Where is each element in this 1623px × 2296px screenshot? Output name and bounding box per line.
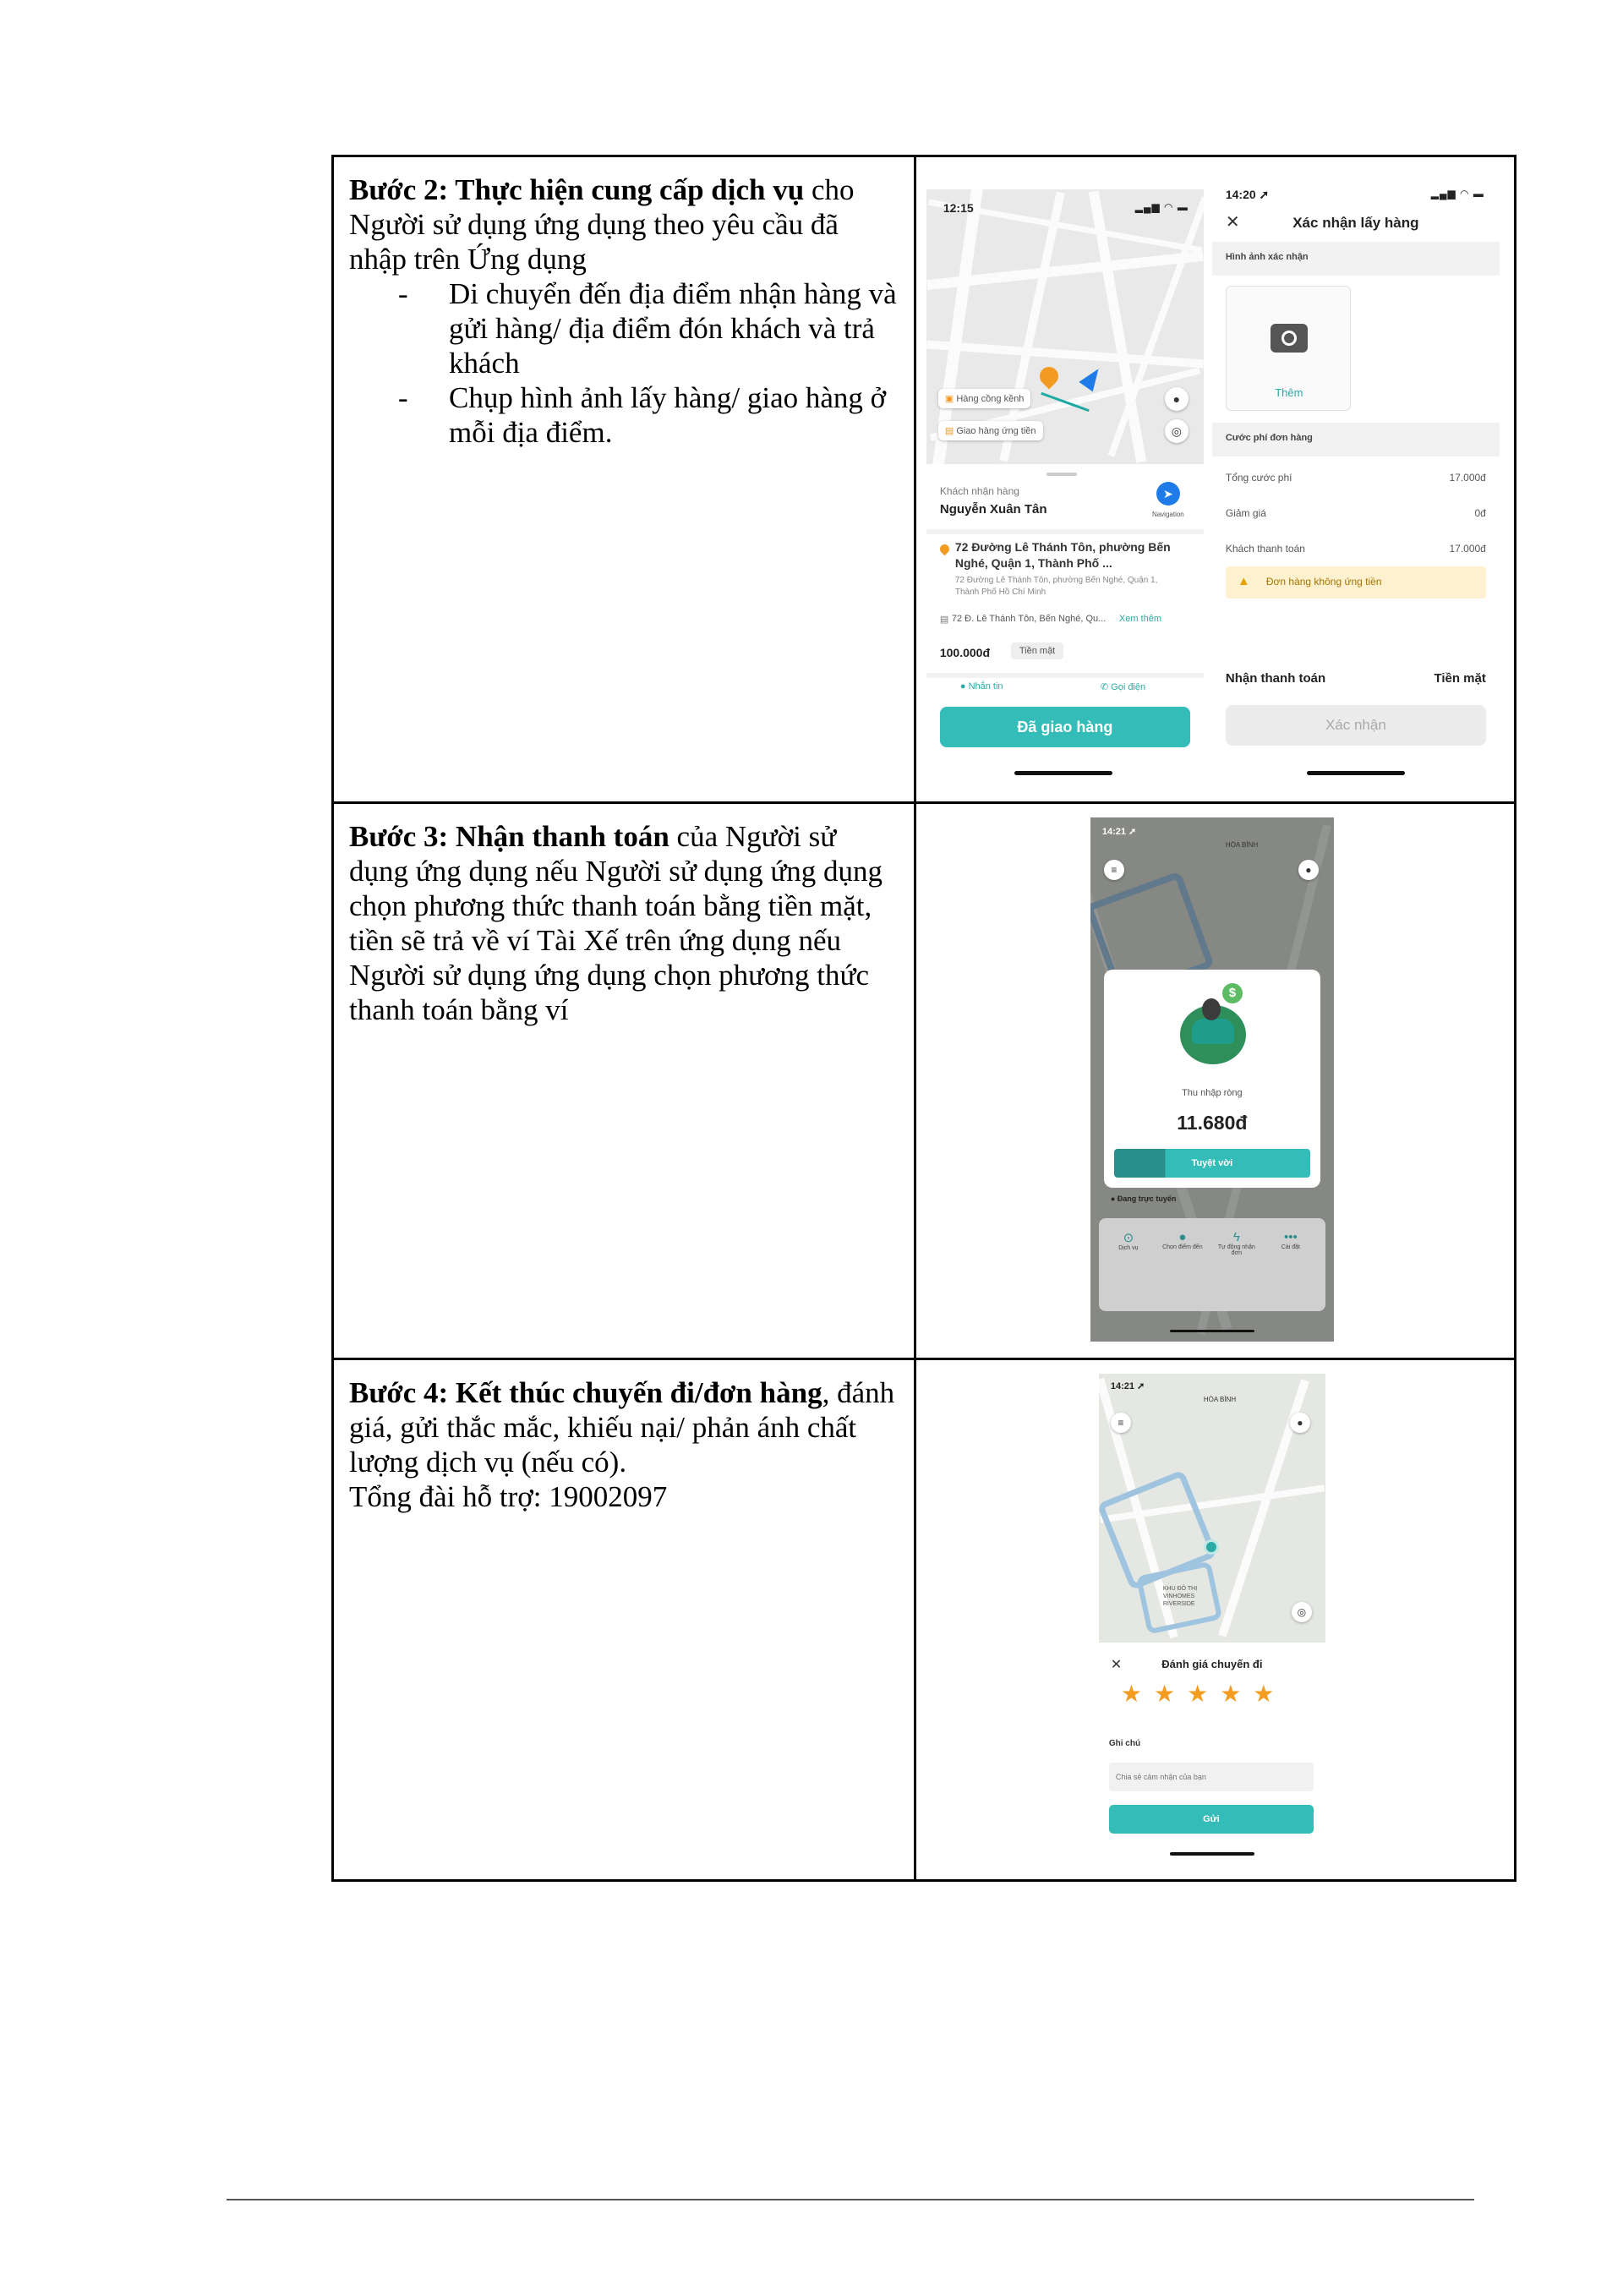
pickup-title: Xác nhận lấy hàng (1292, 215, 1419, 231)
step-2-bullet: - Di chuyển đến địa điểm nhận hàng và gửi hàng/ địa điểm đón khách và trả khách (349, 276, 899, 380)
locate-icon[interactable]: ◎ (1165, 419, 1189, 443)
status-icons: ▂▄▆ ◠ ▬ (1430, 188, 1484, 200)
step-4-paragraph (349, 1375, 899, 1479)
home-indicator (1307, 771, 1405, 775)
navigation-icon: ➤ (1156, 482, 1180, 506)
star-rating[interactable] (1121, 1680, 1307, 1708)
step-4-text: , đánh giá, gửi thắc mắc, khiếu nại/ phản ánh chất lượng dịch vụ (nếu có). (349, 1376, 895, 1479)
menu-item[interactable]: ⊙ Dịch vụ (1104, 1230, 1153, 1251)
income-amount: 11.680đ (1177, 1112, 1248, 1134)
confirm-button[interactable]: Xác nhận (1226, 705, 1486, 746)
send-button[interactable]: Gửi (1109, 1805, 1314, 1834)
income-modal (1104, 970, 1320, 1188)
status-time: 14:21 ➚ (1101, 827, 1137, 837)
fee-row: Khách thanh toán 17.000đ (1225, 543, 1486, 555)
pickup-confirm-screen (1212, 176, 1500, 788)
online-status: ● Đang trực tuyến (1110, 1194, 1177, 1203)
step-2-bullet: - Chụp hình ảnh lấy hàng/ giao hàng ở mỗi địa điểm. (349, 380, 899, 450)
address-sub: 72 Đường Lê Thánh Tôn, phường Bến Nghé, Quận 1, Thành Phố Hồ Chí Minh (954, 576, 1158, 597)
order-amount: 100.000đ (939, 646, 991, 659)
scooter-icon: ⊙ (1123, 1231, 1134, 1245)
rating-screen (1099, 1374, 1325, 1871)
step-4-screen-cell (915, 1359, 1515, 1881)
warning-icon: ▲ (1237, 574, 1250, 588)
district-label: KHU ĐÔ THỊ VINHOMES RIVERSIDE (1162, 1586, 1198, 1607)
home-indicator (1170, 1330, 1254, 1332)
more-icon: ••• (1283, 1230, 1298, 1244)
step-4-text-cell (333, 1359, 915, 1881)
home-indicator (1014, 771, 1112, 775)
steps-table (331, 155, 1516, 1882)
sheet-divider (926, 673, 1204, 678)
status-time: 12:15 (943, 201, 974, 215)
shield-icon[interactable]: ● (1298, 860, 1319, 880)
step-row-4 (333, 1359, 1516, 1881)
add-photo-label: Thêm (1275, 386, 1303, 399)
photo-section-header: Hình ảnh xác nhận (1212, 242, 1500, 276)
step-2-intro (349, 172, 899, 276)
menu-item[interactable]: ϟ Tự động nhận đơn (1212, 1230, 1261, 1256)
fee-row: Tổng cước phí 17.000đ (1225, 472, 1486, 484)
payment-method: Tiền mặt (1434, 671, 1486, 686)
home-indicator (1170, 1852, 1254, 1856)
pin-icon: ● (1178, 1230, 1187, 1244)
step-4-title: Bước 4: Kết thúc chuyến đi/đơn hàng (349, 1376, 822, 1409)
great-button[interactable]: Tuyệt vời (1114, 1149, 1310, 1178)
online-dot-icon: ● (1110, 1194, 1118, 1203)
shield-icon[interactable]: ● (1290, 1413, 1310, 1433)
lightning-icon: ϟ (1232, 1230, 1240, 1244)
locate-icon[interactable]: ◎ (1292, 1602, 1312, 1622)
delivery-map (926, 189, 1204, 464)
menu-icon[interactable]: ≡ (1111, 1413, 1131, 1433)
chip-bulky: ▣ Hàng cồng kềnh (938, 389, 1031, 408)
chat-icon: ● (959, 681, 969, 692)
note-icon: ▤ (939, 615, 949, 625)
location-pin-icon (938, 543, 952, 556)
star-icon[interactable]: ★ (1120, 1681, 1154, 1707)
receive-payment-label: Nhận thanh toán (1225, 671, 1326, 686)
area-label: HÒA BÌNH (1203, 1396, 1237, 1403)
step-2-title: Bước 2: Thực hiện cung cấp dịch vụ (349, 173, 805, 206)
cash-icon: ▤ (944, 426, 957, 436)
phone-icon: ✆ (1100, 682, 1112, 692)
sheet-divider (926, 529, 1204, 534)
delivery-screen (926, 189, 1204, 788)
shield-icon[interactable]: ● (1165, 387, 1189, 411)
support-hotline: Tổng đài hỗ trợ: 19002097 (349, 1480, 668, 1513)
step-2-text-cell (333, 156, 915, 803)
navigation-button[interactable] (1150, 482, 1187, 519)
camera-icon (1271, 324, 1308, 353)
step-2-bullets (349, 276, 899, 450)
sheet-handle (1046, 473, 1077, 476)
star-icon[interactable]: ★ (1220, 1681, 1254, 1707)
step-3-text: của Người sử dụng ứng dụng nếu Người sử dụng ứng dụng chọn phương thức thanh toán bằng tiền mặt, tiền sẽ trả về ví Tài Xế trên ứng dụng nếu Người sử dụng ứng dụng chọn phương thức thanh toán bằng ví (349, 820, 883, 1026)
receiver-label: Khách nhận hàng (939, 485, 1019, 497)
close-icon[interactable]: ✕ (1225, 213, 1240, 232)
step-3-paragraph (349, 819, 899, 1027)
dollar-icon: $ (1222, 983, 1243, 1003)
status-time: 14:21 ➚ (1110, 1381, 1145, 1391)
status-icons: ▂▄▆ ◠ ▬ (1134, 201, 1189, 213)
warning-banner: ▲ Đơn hàng không ứng tiền (1226, 566, 1486, 599)
step-2-screens-cell (915, 156, 1515, 803)
payment-tag: Tiền mặt (1011, 642, 1063, 659)
star-icon[interactable]: ★ (1153, 1681, 1188, 1707)
address-note: 72 Đ. Lê Thánh Tôn, Bến Nghé, Qu... (951, 614, 1107, 624)
star-icon[interactable]: ★ (1187, 1681, 1221, 1707)
add-photo-button[interactable] (1226, 286, 1351, 411)
note-input[interactable] (1109, 1763, 1314, 1791)
driver-arrow-icon (1079, 364, 1105, 392)
status-time: 14:20 ➚ (1225, 188, 1270, 201)
income-label: Thu nhập ròng (1182, 1088, 1243, 1098)
step-row-3 (333, 803, 1516, 1359)
scooter-illustration (1173, 983, 1251, 1064)
footer-rule (227, 2199, 1474, 2200)
step-3-title: Bước 3: Nhận thanh toán (349, 820, 669, 853)
fee-section-header: Cước phí đơn hàng (1212, 423, 1500, 456)
delivered-button[interactable]: Đã giao hàng (940, 707, 1190, 747)
bottom-menu (1099, 1218, 1325, 1311)
menu-icon[interactable]: ≡ (1104, 860, 1124, 880)
fee-row: Giảm giá 0đ (1225, 507, 1486, 519)
navigation-label: Navigation (1151, 511, 1184, 518)
menu-item[interactable]: ••• Cài đặt (1266, 1230, 1315, 1250)
chip-cod: ▤ Giao hàng ứng tiền (938, 421, 1043, 440)
pickup-pin-icon (1036, 363, 1062, 389)
rating-title: Đánh giá chuyến đi (1161, 1658, 1263, 1670)
area-label: HÒA BÌNH (1225, 841, 1259, 849)
message-button[interactable]: ● Nhắn tin (959, 681, 1003, 692)
star-icon[interactable]: ★ (1253, 1681, 1287, 1707)
menu-item[interactable]: ● Chọn điểm đến (1158, 1230, 1207, 1250)
income-screen (1090, 817, 1334, 1342)
step-3-text-cell (333, 803, 915, 1359)
see-more-link[interactable]: Xem thêm (1118, 614, 1161, 624)
step-row-2 (333, 156, 1516, 803)
note-label: Ghi chú (1108, 1739, 1141, 1748)
call-button[interactable]: ✆ Gọi điện (1100, 682, 1146, 692)
step-3-screen-cell (915, 803, 1515, 1359)
box-icon: ▣ (944, 394, 957, 404)
step-2-lead: cho Người sử dụng ứng dụng theo yêu cầu đã nhập trên Ứng dụng (349, 173, 855, 276)
receiver-name: Nguyễn Xuân Tân (939, 502, 1047, 517)
close-icon[interactable]: ✕ (1110, 1658, 1123, 1672)
address-main: 72 Đường Lê Thánh Tôn, phường Bến Nghé, Quận 1, Thành Phố ... (954, 540, 1171, 570)
rating-map (1099, 1374, 1325, 1643)
driver-location-icon (1204, 1539, 1219, 1555)
